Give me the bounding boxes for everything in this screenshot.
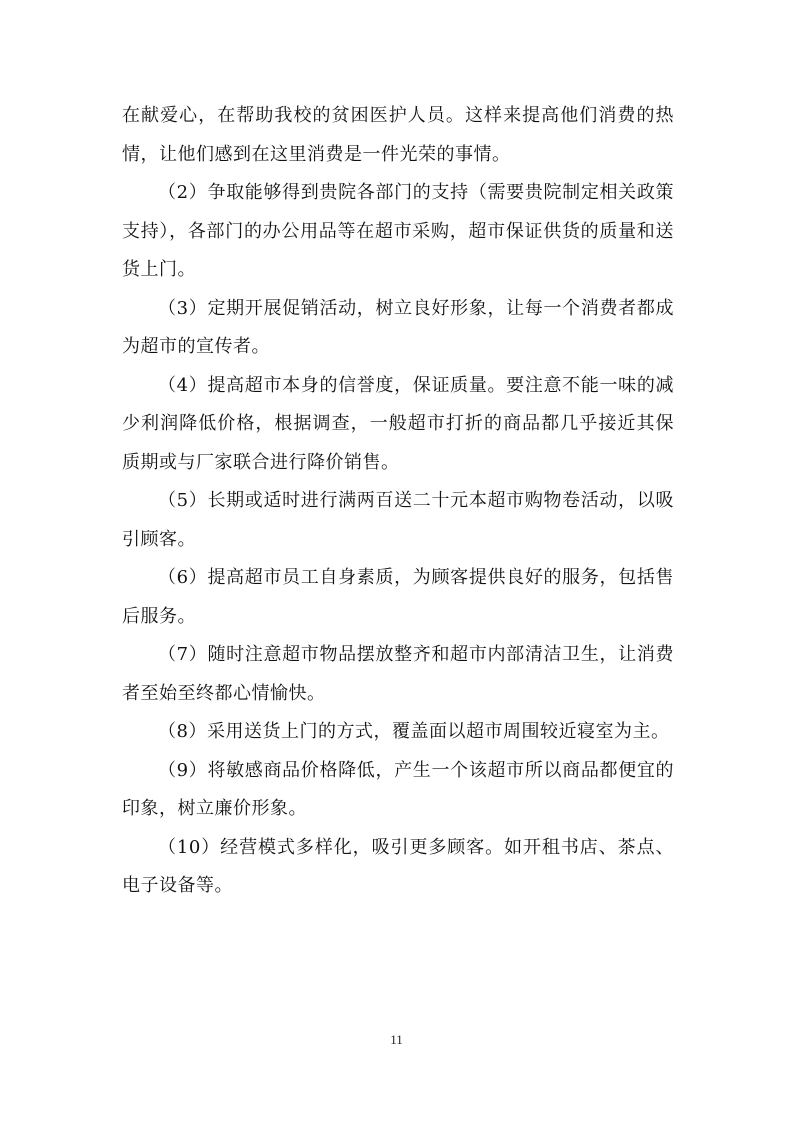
- page-number: 11: [390, 1032, 403, 1047]
- paragraph-item-4: （4）提高超市本身的信誉度，保证质量。要注意不能一味的减少利润降低价格，根据调查，一般超市打折的商品都几乎接近其保质期或与厂家联合进行降价销售。: [122, 374, 674, 473]
- paragraph-item-3: （3）定期开展促销活动，树立良好形象，让每一个消费者都成为超市的宣传者。: [122, 297, 674, 357]
- paragraph-item-8: （8）采用送货上门的方式，覆盖面以超市周围较近寝室为主。: [158, 721, 670, 742]
- paragraph-item-9: （9）将敏感商品价格降低，产生一个该超市所以商品都便宜的印象，树立廉价形象。: [122, 759, 674, 819]
- paragraph-continuation: 在献爱心，在帮助我校的贫困医护人员。这样来提高他们消费的热情，让他们感到在这里消费是一件光荣的事情。: [122, 105, 674, 165]
- document-body: [122, 97, 674, 906]
- paragraph-item-7: （7）随时注意超市物品摆放整齐和超市内部清洁卫生，让消费者至始至终都心情愉快。: [122, 644, 674, 704]
- paragraph-item-10: （10）经营模式多样化，吸引更多顾客。如开租书店、茶点、电子设备等。: [122, 836, 674, 896]
- paragraph-item-2: （2）争取能够得到贵院各部门的支持（需要贵院制定相关政策支持），各部门的办公用品等在超市采购，超市保证供货的质量和送货上门。: [122, 182, 674, 280]
- paragraph-item-5: （5）长期或适时进行满两百送二十元本超市购物卷活动，以吸引顾客。: [122, 490, 674, 550]
- paragraph-item-6: （6）提高超市员工自身素质，为顾客提供良好的服务，包括售后服务。: [122, 567, 674, 627]
